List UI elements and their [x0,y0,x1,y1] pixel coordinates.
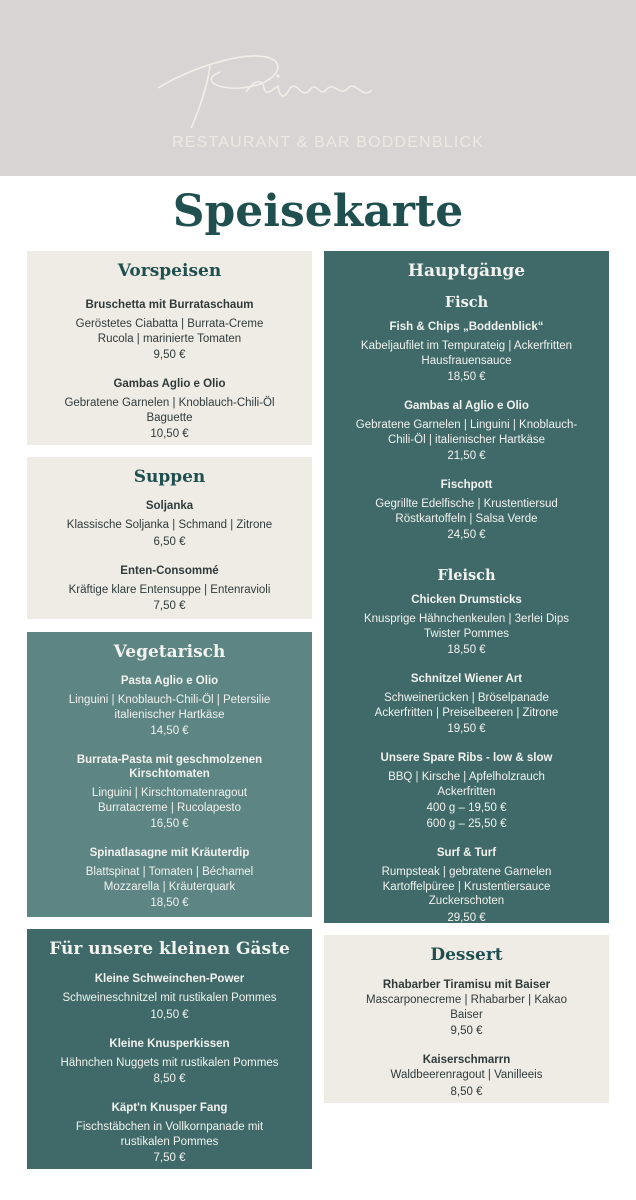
section-title: Vorspeisen [117,261,222,281]
restaurant-logo [150,28,390,128]
section-suppen [27,457,312,619]
dish-name: Bruschetta mit Burrataschaum [85,299,254,311]
dish-price: 8,50 € [153,1073,186,1085]
dish-description: Linguini | Knoblauch-Chili-Öl | Petersilie italienischer Hartkäse [68,694,271,721]
menu-item [35,1037,304,1088]
menu-item [35,564,304,615]
subsection-title-fisch: Fisch [444,294,489,311]
menu-item [332,751,601,832]
section-hauptgaenge [324,251,609,923]
dish-price: 9,50 € [153,349,186,361]
dish-name: Fish & Chips „Boddenblick“ [389,321,544,333]
dish-price: 7,50 € [153,600,186,612]
menu-item [35,499,304,550]
menu-item [332,1053,601,1100]
section-title: Hauptgänge [407,261,526,281]
dish-description: Gegrillte Edelfische | Krustentiersud Röstkartoffeln | Salsa Verde [375,498,558,525]
menu-item [35,1101,304,1166]
menu-item [35,377,304,442]
dish-description: Mascarponecreme | Rhabarber | Kakao Baiser [366,994,567,1021]
dish-description: Klassische Soljanka | Schmand | Zitrone [66,519,273,531]
dish-price: 14,50 € [150,725,189,737]
dish-description: Schweineschnitzel mit rustikalen Pommes [62,992,277,1004]
menu-item [35,298,304,363]
dish-description: Kabeljaufilet im Tempurateig | Ackerfritten Hausfrauensauce [360,340,573,367]
dish-name: Kleine Knusperkissen [109,1037,230,1050]
dish-price: 7,50 € [153,1152,186,1164]
dish-name: Käpt'n Knusper Fang [111,1102,228,1114]
dish-name: Gambas Aglio e Olio [113,378,226,390]
dish-description: Gebratene Garnelen | Knoblauch-Chili-Öl Baguette [64,397,275,424]
subsection-title-fleisch: Fleisch [437,567,496,584]
section-dessert [324,935,609,1103]
dish-name: Chicken Drumsticks [411,594,522,606]
section-kinder [27,929,312,1169]
dish-description: Geröstetes Ciabatta | Burrata-Creme Rucola | marinierte Tomaten [75,318,264,345]
menu-item [332,978,601,1039]
dish-description: Knusprige Hähnchenkeulen | 3erlei Dips Twister Pommes [363,613,569,640]
dish-name: Fischpott [440,479,493,491]
dish-price: 10,50 € [150,1008,189,1021]
dish-price: 18,50 € [447,371,486,383]
menu-item [35,972,304,1023]
menu-item [35,753,304,832]
menu-item [35,674,304,739]
dish-name: Kleine Schweinchen-Power [94,973,245,985]
dish-price: 18,50 € [150,897,189,909]
dish-price: 19,50 € [447,723,486,735]
dish-price: 400 g – 19,50 € 600 g – 25,50 € [426,802,507,830]
dish-description: Hähnchen Nuggets mit rustikalen Pommes [60,1056,279,1069]
header-banner [0,0,636,176]
dish-description: Linguini | Kirschtomatenragout Burratacreme | Rucolapesto [91,787,248,814]
dish-name: Surf & Turf [436,847,497,859]
menu-item [332,320,601,385]
section-title: Vegetarisch [113,642,226,662]
dish-name: Soljanka [145,500,194,512]
dish-description: Rumpsteak | gebratene Garnelen Kartoffelpüree | Krustentiersauce Zuckerschoten [381,866,552,907]
section-title: Dessert [430,945,503,965]
dish-price: 24,50 € [447,529,486,541]
dish-price: 6,50 € [153,535,186,548]
section-vegetarisch [27,632,312,917]
dish-description: Schweinerücken | Bröselpanade Ackerfritten | Preiselbeeren | Zitrone [374,692,559,719]
dish-name: Pasta Aglio e Olio [120,675,219,687]
dish-price: 10,50 € [150,428,189,440]
dish-name: Enten-Consommé [120,564,219,577]
dish-name: Spinatlasagne mit Kräuterdip [89,847,250,859]
dish-price: 9,50 € [450,1025,483,1037]
menu-item [332,399,601,464]
dish-name: Gambas al Aglio e Olio [404,400,529,412]
dish-name: Unsere Spare Ribs - low & slow [380,752,553,764]
page-title: Speisekarte [172,186,464,237]
section-vorspeisen [27,251,312,445]
menu-item [332,846,601,926]
dish-description: Blattspinat | Tomaten | Béchamel Mozzarella | Kräuterquark [85,866,254,893]
section-title: Für unsere kleinen Gäste [49,939,290,959]
dish-description: Gebratene Garnelen | Linguini | Knoblauch- Chili-Öl | italienischer Hartkäse [355,419,578,446]
dish-description: BBQ | Kirsche | Apfelholzrauch Ackerfritten [388,771,545,798]
menu-item [35,846,304,911]
dish-price: 21,50 € [447,450,486,462]
dish-description: Kräftige klare Entensuppe | Entenravioli [68,583,271,596]
section-title: Suppen [133,467,206,487]
dish-name: Kaiserschmarrn [422,1054,511,1066]
dish-description: Waldbeerenragout | Vanilleeis [390,1069,543,1081]
menu-item [332,478,601,543]
dish-price: 18,50 € [447,644,486,656]
menu-item [332,593,601,658]
restaurant-subtitle: RESTAURANT & BAR BODDENBLICK [172,134,485,151]
dish-name: Schnitzel Wiener Art [410,673,523,685]
dish-description: Fischstäbchen in Vollkornpanade mit rustikalen Pommes [75,1121,264,1148]
dish-name: Rhabarber Tiramisu mit Baiser [382,979,551,991]
menu-item [332,672,601,737]
dish-price: 29,50 € [447,911,486,924]
dish-price: 8,50 € [450,1085,483,1098]
dish-name: Burrata-Pasta mit geschmolzenen Kirschtomaten [76,754,263,780]
dish-price: 16,50 € [150,818,189,830]
